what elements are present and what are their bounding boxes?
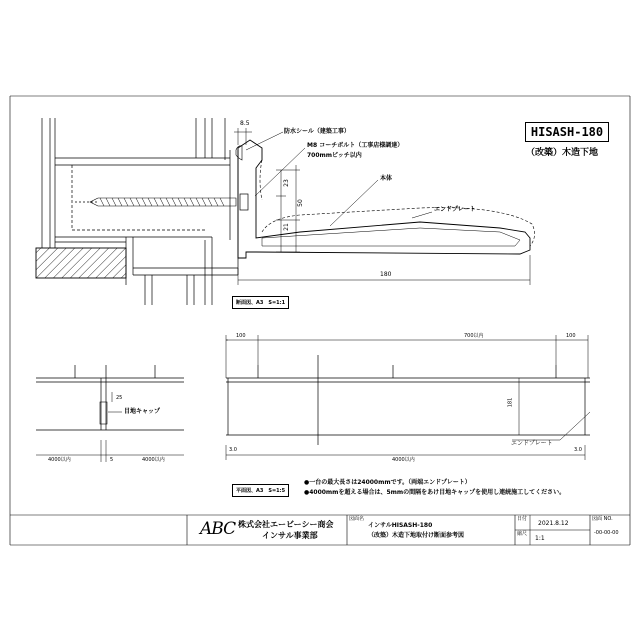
dim-700: 700以内 bbox=[464, 333, 484, 339]
callout-bolt-pitch: 700mmピッチ以内 bbox=[307, 152, 362, 159]
plan-view-joint bbox=[36, 365, 184, 462]
drawing-name-1: インサルHISASH-180 bbox=[368, 522, 433, 529]
dim-left-length: 4000以内 bbox=[48, 457, 71, 463]
note-max-length: ●一台の最大長さは24000mmです。（両端エンドプレート） bbox=[304, 479, 471, 486]
callout-body: 本体 bbox=[380, 175, 393, 182]
drawing-frame bbox=[10, 96, 630, 545]
callout-waterproof-seal: 防水シール（建築工事） bbox=[284, 128, 350, 135]
dim-100-right: 100 bbox=[566, 333, 576, 339]
dim-end-right: 3.0 bbox=[574, 447, 582, 453]
dim-23: 23 bbox=[282, 179, 290, 187]
drawing-name-2: （改築）木造下地取付け断面参考図 bbox=[368, 532, 465, 539]
label-joint-cap: 目地キャップ bbox=[124, 408, 161, 415]
company-name: 株式会社エービーシー商会 bbox=[238, 520, 334, 529]
product-subtitle: （改築）木造下地 bbox=[526, 148, 599, 158]
dim-top: 8.5 bbox=[240, 120, 250, 127]
label-end-plate-plan: エンドプレート bbox=[511, 440, 553, 447]
label-scale: 縮尺 bbox=[517, 531, 528, 537]
dim-181: 181 bbox=[507, 397, 514, 408]
dim-width: 180 bbox=[380, 271, 392, 278]
company-division: インサル事業部 bbox=[262, 531, 318, 540]
dim-50: 50 bbox=[296, 199, 304, 207]
dim-end-left: 3.0 bbox=[229, 447, 237, 453]
drawing-no-value: -00-00-00 bbox=[594, 530, 619, 536]
company-logo: ABC bbox=[200, 519, 236, 539]
product-code: HISASH-180 bbox=[530, 125, 604, 139]
dim-total: 4000以内 bbox=[392, 457, 415, 463]
dim-100-left: 100 bbox=[236, 333, 246, 339]
label-drawing-no: 図面 NO. bbox=[592, 516, 613, 522]
callout-end-plate: エンドプレート bbox=[434, 206, 476, 213]
date-value: 2021.8.12 bbox=[538, 520, 569, 527]
dim-joint-gap: 5 bbox=[110, 457, 114, 463]
product-code-box bbox=[525, 122, 609, 142]
plan-tag: 平面図、A3 S=1:5 bbox=[232, 484, 289, 497]
dim-right-length: 4000以内 bbox=[142, 457, 165, 463]
callout-coach-bolt: M8 コーチボルト（工事店様調達） bbox=[307, 142, 404, 149]
label-date: 日付 bbox=[517, 516, 528, 522]
note-joint: ●4000mmを超える場合は、5mmの間隔をあけ目地キャップを使用し連続施工してください。 bbox=[304, 489, 566, 496]
dim-joint-25: 25 bbox=[116, 395, 123, 401]
section-tag: 断面図、A3 S=1:1 bbox=[232, 296, 289, 309]
dim-21: 21 bbox=[282, 223, 290, 231]
label-drawing-name: 図面名 bbox=[349, 516, 365, 522]
scale-value: 1:1 bbox=[535, 535, 545, 542]
